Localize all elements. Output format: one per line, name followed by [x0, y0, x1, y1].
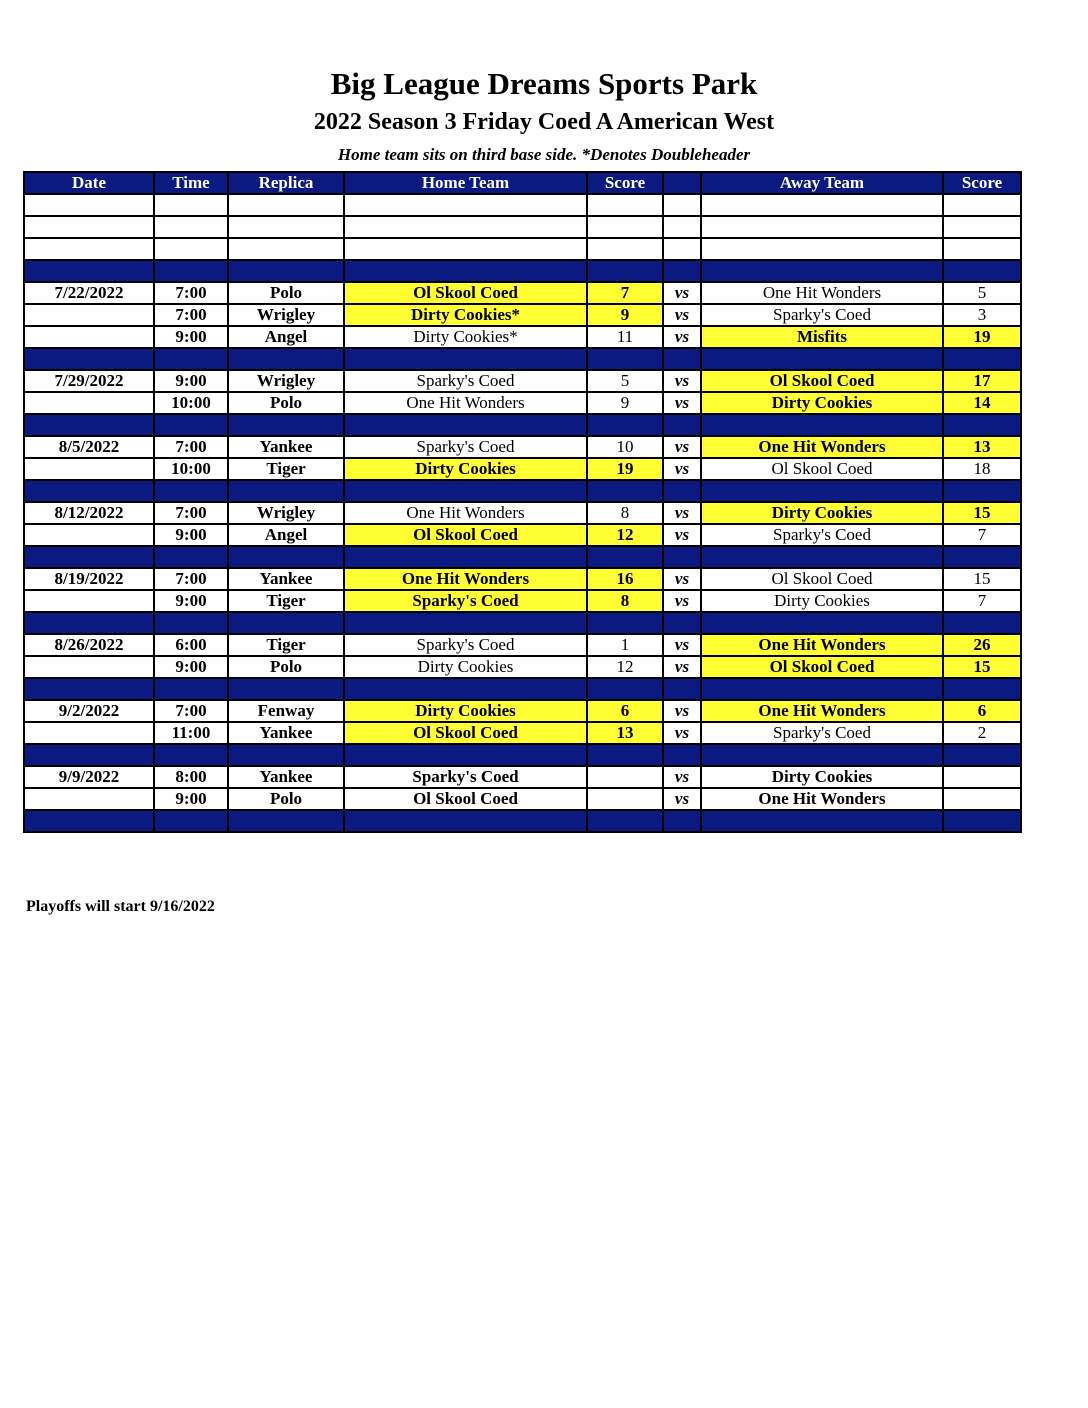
cell-home-score: 13 — [587, 722, 663, 744]
cell-replica: Wrigley — [228, 370, 344, 392]
cell-replica — [228, 216, 344, 238]
cell-home-team: Sparky's Coed — [344, 590, 587, 612]
cell-replica — [228, 546, 344, 568]
cell-vs — [663, 260, 701, 282]
cell-home-score — [587, 480, 663, 502]
cell-vs — [663, 216, 701, 238]
cell-time: 7:00 — [154, 304, 228, 326]
cell-replica: Tiger — [228, 590, 344, 612]
cell-away-score: 13 — [943, 436, 1021, 458]
cell-away-team — [701, 348, 943, 370]
cell-home-team: Dirty Cookies — [344, 700, 587, 722]
cell-away-team — [701, 480, 943, 502]
table-row — [24, 370, 1021, 392]
table-row — [24, 590, 1021, 612]
cell-home-team: Ol Skool Coed — [344, 722, 587, 744]
cell-replica — [228, 194, 344, 216]
cell-home-score: 1 — [587, 634, 663, 656]
cell-date: 8/5/2022 — [24, 436, 154, 458]
cell-home-team: Sparky's Coed — [344, 436, 587, 458]
cell-date — [24, 810, 154, 832]
cell-away-score — [943, 766, 1021, 788]
cell-home-team: Ol Skool Coed — [344, 282, 587, 304]
cell-replica: Polo — [228, 788, 344, 810]
cell-home-score: 19 — [587, 458, 663, 480]
cell-time: 6:00 — [154, 634, 228, 656]
cell-time: 9:00 — [154, 788, 228, 810]
cell-time: 9:00 — [154, 524, 228, 546]
cell-home-score — [587, 238, 663, 260]
cell-away-score — [943, 194, 1021, 216]
table-row — [24, 282, 1021, 304]
cell-home-team — [344, 810, 587, 832]
cell-time: 10:00 — [154, 392, 228, 414]
cell-replica: Wrigley — [228, 304, 344, 326]
table-row — [24, 700, 1021, 722]
cell-replica: Polo — [228, 282, 344, 304]
cell-replica: Yankee — [228, 766, 344, 788]
cell-time — [154, 194, 228, 216]
header-row — [24, 172, 1021, 194]
cell-home-score: 12 — [587, 656, 663, 678]
cell-time: 7:00 — [154, 436, 228, 458]
cell-replica: Fenway — [228, 700, 344, 722]
cell-home-score: 7 — [587, 282, 663, 304]
cell-replica: Yankee — [228, 436, 344, 458]
separator-row — [24, 678, 1021, 700]
cell-vs: vs — [663, 392, 701, 414]
cell-vs — [663, 810, 701, 832]
cell-home-score — [587, 546, 663, 568]
cell-away-team: Sparky's Coed — [701, 304, 943, 326]
cell-replica: Tiger — [228, 458, 344, 480]
cell-home-team — [344, 678, 587, 700]
page-title: Big League Dreams Sports Park — [330, 66, 758, 101]
cell-replica — [228, 810, 344, 832]
cell-away-team: One Hit Wonders — [701, 282, 943, 304]
cell-away-score — [943, 238, 1021, 260]
cell-home-team: Ol Skool Coed — [344, 788, 587, 810]
cell-vs: vs — [663, 788, 701, 810]
cell-away-team: One Hit Wonders — [701, 634, 943, 656]
cell-date — [24, 678, 154, 700]
table-row — [24, 634, 1021, 656]
cell-home-score: 5 — [587, 370, 663, 392]
cell-home-team: One Hit Wonders — [344, 568, 587, 590]
cell-vs: vs — [663, 458, 701, 480]
cell-vs: vs — [663, 722, 701, 744]
cell-away-score — [943, 678, 1021, 700]
table-row — [24, 436, 1021, 458]
cell-home-team: Ol Skool Coed — [344, 524, 587, 546]
table-row — [24, 458, 1021, 480]
cell-home-score: 6 — [587, 700, 663, 722]
cell-replica: Angel — [228, 326, 344, 348]
cell-date — [24, 656, 154, 678]
cell-time: 9:00 — [154, 656, 228, 678]
cell-away-score — [943, 744, 1021, 766]
cell-time — [154, 612, 228, 634]
cell-date: 8/12/2022 — [24, 502, 154, 524]
col-header-away-team: Away Team — [701, 172, 943, 194]
cell-replica — [228, 260, 344, 282]
cell-away-team: Ol Skool Coed — [701, 458, 943, 480]
cell-time: 10:00 — [154, 458, 228, 480]
cell-home-team — [344, 612, 587, 634]
cell-time — [154, 810, 228, 832]
cell-away-team — [701, 216, 943, 238]
cell-date: 9/2/2022 — [24, 700, 154, 722]
cell-replica — [228, 744, 344, 766]
cell-date — [24, 480, 154, 502]
cell-away-team: Sparky's Coed — [701, 524, 943, 546]
cell-date — [24, 612, 154, 634]
cell-date — [24, 238, 154, 260]
cell-home-score — [587, 810, 663, 832]
cell-home-team: Dirty Cookies — [344, 656, 587, 678]
cell-home-team: Dirty Cookies* — [344, 326, 587, 348]
cell-replica: Angel — [228, 524, 344, 546]
separator-row — [24, 810, 1021, 832]
cell-date: 7/29/2022 — [24, 370, 154, 392]
empty-row — [24, 238, 1021, 260]
cell-away-team: Dirty Cookies — [701, 590, 943, 612]
cell-date — [24, 326, 154, 348]
cell-replica — [228, 480, 344, 502]
table-row — [24, 722, 1021, 744]
cell-home-team — [344, 194, 587, 216]
cell-replica: Wrigley — [228, 502, 344, 524]
cell-home-score: 9 — [587, 304, 663, 326]
cell-home-team: Sparky's Coed — [344, 634, 587, 656]
cell-vs: vs — [663, 304, 701, 326]
cell-home-team: Sparky's Coed — [344, 370, 587, 392]
cell-date — [24, 348, 154, 370]
cell-time: 7:00 — [154, 700, 228, 722]
cell-time: 7:00 — [154, 568, 228, 590]
cell-time: 8:00 — [154, 766, 228, 788]
cell-vs: vs — [663, 436, 701, 458]
cell-away-score: 2 — [943, 722, 1021, 744]
col-header-date: Date — [24, 172, 154, 194]
cell-home-score: 11 — [587, 326, 663, 348]
cell-date — [24, 788, 154, 810]
cell-home-score — [587, 194, 663, 216]
cell-date — [24, 260, 154, 282]
cell-home-team — [344, 238, 587, 260]
cell-replica — [228, 238, 344, 260]
cell-vs — [663, 414, 701, 436]
cell-away-team: Dirty Cookies — [701, 392, 943, 414]
cell-time — [154, 546, 228, 568]
cell-home-score: 10 — [587, 436, 663, 458]
col-header-home-score: Score — [587, 172, 663, 194]
cell-time — [154, 238, 228, 260]
cell-replica: Polo — [228, 392, 344, 414]
schedule-table — [23, 171, 1022, 833]
cell-date — [24, 414, 154, 436]
cell-vs: vs — [663, 590, 701, 612]
cell-vs — [663, 546, 701, 568]
cell-away-team — [701, 744, 943, 766]
cell-vs: vs — [663, 282, 701, 304]
cell-away-team: Sparky's Coed — [701, 722, 943, 744]
cell-replica — [228, 612, 344, 634]
separator-row — [24, 348, 1021, 370]
cell-replica — [228, 414, 344, 436]
cell-time — [154, 216, 228, 238]
col-header-away-score: Score — [943, 172, 1021, 194]
table-row — [24, 326, 1021, 348]
cell-replica: Polo — [228, 656, 344, 678]
cell-home-score: 12 — [587, 524, 663, 546]
cell-vs: vs — [663, 634, 701, 656]
cell-date — [24, 216, 154, 238]
cell-time — [154, 744, 228, 766]
cell-away-score: 14 — [943, 392, 1021, 414]
cell-date — [24, 546, 154, 568]
cell-home-team: One Hit Wonders — [344, 392, 587, 414]
cell-time: 7:00 — [154, 282, 228, 304]
cell-time: 11:00 — [154, 722, 228, 744]
cell-home-score: 8 — [587, 590, 663, 612]
cell-away-score: 15 — [943, 568, 1021, 590]
cell-away-team: One Hit Wonders — [701, 700, 943, 722]
cell-date: 9/9/2022 — [24, 766, 154, 788]
cell-home-score — [587, 612, 663, 634]
page-subtitle: 2022 Season 3 Friday Coed A American West — [313, 109, 775, 135]
cell-home-team — [344, 414, 587, 436]
cell-away-team — [701, 810, 943, 832]
cell-home-team — [344, 744, 587, 766]
cell-home-score — [587, 414, 663, 436]
cell-home-team — [344, 216, 587, 238]
cell-away-score: 26 — [943, 634, 1021, 656]
cell-away-score: 3 — [943, 304, 1021, 326]
cell-away-team — [701, 260, 943, 282]
cell-home-team: One Hit Wonders — [344, 502, 587, 524]
cell-home-score: 8 — [587, 502, 663, 524]
cell-away-team — [701, 194, 943, 216]
col-header-home-team: Home Team — [344, 172, 587, 194]
table-row — [24, 524, 1021, 546]
separator-row — [24, 744, 1021, 766]
playoffs-note: Playoffs will start 9/16/2022 — [26, 898, 215, 915]
cell-time — [154, 260, 228, 282]
cell-away-score — [943, 260, 1021, 282]
cell-away-team: Dirty Cookies — [701, 766, 943, 788]
cell-home-score: 16 — [587, 568, 663, 590]
cell-date — [24, 304, 154, 326]
cell-replica — [228, 348, 344, 370]
empty-row — [24, 194, 1021, 216]
cell-away-score: 5 — [943, 282, 1021, 304]
cell-vs — [663, 612, 701, 634]
cell-home-team — [344, 348, 587, 370]
cell-date — [24, 392, 154, 414]
cell-away-team: Ol Skool Coed — [701, 568, 943, 590]
col-header-time: Time — [154, 172, 228, 194]
separator-row — [24, 260, 1021, 282]
cell-vs: vs — [663, 326, 701, 348]
cell-time — [154, 678, 228, 700]
table-row — [24, 568, 1021, 590]
cell-vs: vs — [663, 700, 701, 722]
cell-away-team: Ol Skool Coed — [701, 370, 943, 392]
empty-row — [24, 216, 1021, 238]
cell-home-team — [344, 480, 587, 502]
cell-away-score: 15 — [943, 502, 1021, 524]
cell-home-score — [587, 348, 663, 370]
cell-away-score — [943, 788, 1021, 810]
cell-vs — [663, 744, 701, 766]
cell-date — [24, 590, 154, 612]
cell-home-score — [587, 678, 663, 700]
cell-time — [154, 414, 228, 436]
cell-away-score — [943, 480, 1021, 502]
cell-date: 7/22/2022 — [24, 282, 154, 304]
schedule-note: Home team sits on third base side. *Denotes Doubleheader — [337, 145, 751, 164]
cell-date — [24, 744, 154, 766]
cell-away-team: Misfits — [701, 326, 943, 348]
cell-away-team — [701, 612, 943, 634]
cell-time: 7:00 — [154, 502, 228, 524]
cell-away-score — [943, 546, 1021, 568]
cell-away-score: 7 — [943, 524, 1021, 546]
cell-vs: vs — [663, 656, 701, 678]
cell-away-score — [943, 810, 1021, 832]
cell-home-score — [587, 260, 663, 282]
cell-away-score: 7 — [943, 590, 1021, 612]
cell-away-team — [701, 678, 943, 700]
cell-away-team — [701, 238, 943, 260]
cell-away-team — [701, 546, 943, 568]
cell-away-score: 19 — [943, 326, 1021, 348]
separator-row — [24, 414, 1021, 436]
cell-vs: vs — [663, 370, 701, 392]
cell-away-team: One Hit Wonders — [701, 788, 943, 810]
table-row — [24, 656, 1021, 678]
cell-time: 9:00 — [154, 370, 228, 392]
cell-home-score — [587, 744, 663, 766]
cell-time: 9:00 — [154, 326, 228, 348]
cell-away-team — [701, 414, 943, 436]
cell-vs: vs — [663, 766, 701, 788]
cell-home-team: Sparky's Coed — [344, 766, 587, 788]
cell-away-score: 18 — [943, 458, 1021, 480]
cell-home-team — [344, 546, 587, 568]
cell-date — [24, 458, 154, 480]
cell-replica — [228, 678, 344, 700]
cell-away-score — [943, 216, 1021, 238]
cell-home-score — [587, 788, 663, 810]
separator-row — [24, 546, 1021, 568]
cell-vs: vs — [663, 568, 701, 590]
table-row — [24, 392, 1021, 414]
table-row — [24, 788, 1021, 810]
separator-row — [24, 612, 1021, 634]
cell-away-team: Ol Skool Coed — [701, 656, 943, 678]
col-header-vs — [663, 172, 701, 194]
cell-replica: Yankee — [228, 722, 344, 744]
cell-home-score — [587, 766, 663, 788]
cell-home-score: 9 — [587, 392, 663, 414]
cell-vs — [663, 348, 701, 370]
cell-date — [24, 194, 154, 216]
cell-date — [24, 722, 154, 744]
cell-away-score — [943, 348, 1021, 370]
cell-away-team: One Hit Wonders — [701, 436, 943, 458]
cell-date: 8/19/2022 — [24, 568, 154, 590]
table-row — [24, 766, 1021, 788]
cell-date: 8/26/2022 — [24, 634, 154, 656]
table-row — [24, 304, 1021, 326]
cell-vs — [663, 678, 701, 700]
col-header-replica: Replica — [228, 172, 344, 194]
cell-away-score: 17 — [943, 370, 1021, 392]
cell-vs: vs — [663, 502, 701, 524]
cell-away-score: 15 — [943, 656, 1021, 678]
table-row — [24, 502, 1021, 524]
cell-home-score — [587, 216, 663, 238]
cell-home-team: Dirty Cookies* — [344, 304, 587, 326]
cell-away-score — [943, 612, 1021, 634]
cell-date — [24, 524, 154, 546]
cell-time: 9:00 — [154, 590, 228, 612]
cell-home-team: Dirty Cookies — [344, 458, 587, 480]
cell-away-score: 6 — [943, 700, 1021, 722]
cell-vs — [663, 480, 701, 502]
cell-away-team: Dirty Cookies — [701, 502, 943, 524]
cell-vs: vs — [663, 524, 701, 546]
cell-time — [154, 480, 228, 502]
cell-time — [154, 348, 228, 370]
cell-replica: Yankee — [228, 568, 344, 590]
cell-home-team — [344, 260, 587, 282]
cell-replica: Tiger — [228, 634, 344, 656]
cell-away-score — [943, 414, 1021, 436]
separator-row — [24, 480, 1021, 502]
cell-vs — [663, 194, 701, 216]
cell-vs — [663, 238, 701, 260]
